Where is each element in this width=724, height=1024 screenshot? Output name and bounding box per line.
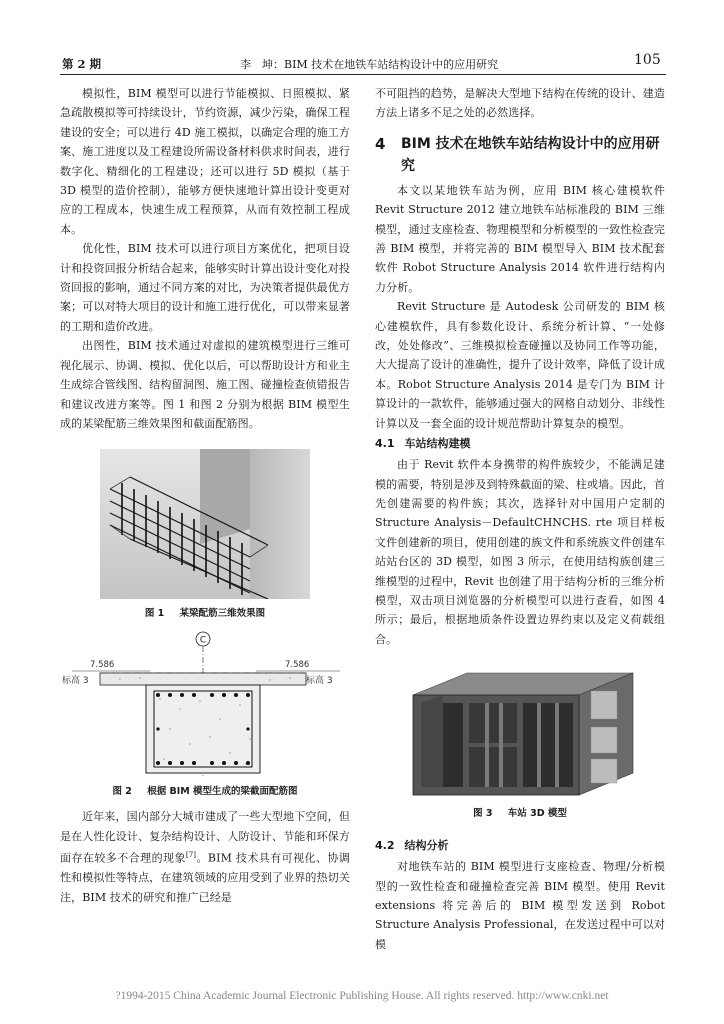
paragraph-simulation: 模拟性，BIM 模型可以进行节能模拟、日照模拟、紧急疏散模拟等可持续设计，节约资源，减少污染，确保工程建设的安全；可以进行 4D 施工模拟，以确定合理的施工方案、施工进度以及工程建设所需设备材料供求时间表，进行数字化、精细化的工程建设；还可以进行 5D 模拟（基于 3D 模型的造价控制），能够方便快速地计算出设计变更对应的工程成本，快速生成工程预算，从而有效控制工程成本。 (60, 87, 350, 236)
paragraph-continued: 不可阻挡的趋势，是解决大型地下结构在传统的设计、建造方法上诸多不足之处的必然选择。 (375, 87, 665, 120)
figure-2-text: 根据 BIM 模型生成的梁截面配筋图 (147, 786, 298, 798)
axis-label: C (199, 635, 207, 646)
right-level-label: 标高 3 (306, 676, 333, 687)
subsection-4-1-heading (375, 435, 665, 453)
paragraph-underground-rest: 。BIM 技术具有可视化、协调性和模拟性等特点，在建筑领域的应用受到了业界的热切关注，BIM 技术的研究和推广已经是 (60, 851, 350, 904)
paragraph-underground (60, 807, 350, 907)
station-3d-model-illustration (395, 669, 645, 799)
paragraph-underground-text: 近年来，国内部分大城市建成了一些大型地下空间，但是在人性化设计、复杂结构设计、人防设计、节能和环保方面存在较多不合理的现象 (60, 810, 350, 865)
subsection-4-2-title: 结构分析 (404, 839, 449, 853)
figure-1-image (100, 449, 310, 599)
figure-2-caption (60, 783, 350, 797)
subsection-4-2-number: 4.2 (375, 839, 395, 853)
paragraph-drawing: 出图性，BIM 技术通过对虚拟的建筑模型进行三维可视化展示、协调、模拟、优化以后，可以帮助设计方和业主生成综合管线图、结构留洞图、施工图、碰撞检查侦错报告和建议改进方案等。图 1 和图 2 分别为根据 BIM 模型生成的某梁配筋三维效果图和截面配筋图。 (60, 339, 350, 430)
section-4-number: 4 (375, 134, 386, 153)
paragraph-optimization: 优化性，BIM 技术可以进行项目方案优化，把项目设计和投资回报分析结合起来，能够实时计算出设计变化对投资回报的影响，通过不同方案的对比，为决策者提供最优方案；可以对特大项目的设计和施工进行优化，可以带来显著的工期和造价改进。 (60, 242, 350, 333)
left-column (60, 84, 350, 907)
beam-section-drawing (60, 629, 350, 777)
figure-1-caption (60, 605, 350, 619)
paragraph-case-study: 本文以某地铁车站为例，应用 BIM 核心建模软件 Revit Structure 2012 建立地铁车站标准段的 BIM 三维模型，通过支座检查、物理模型和分析模型的一致性检查完善 BIM 模型，并将完善的 BIM 模型导入 BIM 技术配套软件 Robot Structure Analysis 2014 软件进行结构内力分析。 (375, 183, 665, 294)
right-column (375, 84, 665, 954)
figure-2-image (60, 629, 350, 777)
page-header (0, 0, 724, 80)
section-4-heading (375, 133, 665, 177)
paragraph-revit: Revit Structure 是 Autodesk 公司研发的 BIM 核心建模软件，具有参数化设计、系统分析计算、“一处修改，处处修改”、三维模拟检查碰撞以及协同工作等功能，大大提高了设计的准确性，提升了设计效率，降低了设计成本。Robot Structure Analysis 2014 是专门为 BIM 计算设计的一款软件，能够通过强大的网格自动划分、非线性计算以及一套全面的设计规范帮助计算复杂的模型。 (375, 300, 665, 430)
figure-3-image (395, 669, 645, 799)
figure-1-text: 某梁配筋三维效果图 (179, 608, 266, 620)
figure-3-number: 图 3 (473, 808, 493, 820)
subsection-4-2-heading (375, 837, 665, 855)
left-dimension: 7.586 (90, 660, 115, 671)
header-rule (60, 74, 666, 75)
rebar-3d-illustration (100, 449, 310, 599)
issue-label: 第 2 期 (62, 57, 102, 71)
subsection-4-1-number: 4.1 (375, 437, 395, 451)
figure-3-text: 车站 3D 模型 (507, 808, 567, 820)
figure-2-number: 图 2 (112, 786, 132, 798)
figure-3-caption (375, 805, 665, 819)
paragraph-modeling: 由于 Revit 软件本身携带的构件族较少，不能满足建模的需要，特别是涉及到特殊截面的梁、柱或墙。因此，首先创建需要的构件族；其次，选择针对中国用户定制的 Structure Analysis－DefaultCHNCHS. rte 项目样板文件创建新的项目，使用创建的族文件和系统族文件创建车站站台区的 3D 模型，如图 3 所示，在使用结构族创建三维模型的过程中，Revit 也创建了用于结构分析的三维分析模型，双击项目浏览器的分析模型可以进行查看，如图 4 所示；最后，根据地质条件设置边界约束以及定义荷载组合。 (375, 458, 665, 646)
section-4-title: BIM 技术在地铁车站结构设计中的应用研究 (401, 135, 660, 174)
subsection-4-1-title: 车站结构建模 (404, 437, 471, 451)
figure-1-number: 图 1 (144, 608, 165, 620)
page-number: 105 (634, 52, 661, 68)
copyright-footer: ?1994-2015 China Academic Journal Electronic Publishing House. All rights reserved. http://www.cnki.net (115, 990, 609, 1002)
left-level-label: 标高 3 (62, 676, 89, 687)
paragraph-analysis: 对地铁车站的 BIM 模型进行支座检查、物理/分析模型的一致性检查和碰撞检查完善 BIM 模型。使用 Revit extensions 将完善后的 BIM 模型发送到 Robot Structure Analysis Professional，在发送过程中可以对模 (375, 860, 665, 951)
running-title: 李 坤：BIM 技术在地铁车站结构设计中的应用研究 (240, 58, 499, 71)
citation-7: [7] (185, 851, 197, 860)
right-dimension: 7.586 (285, 660, 310, 671)
